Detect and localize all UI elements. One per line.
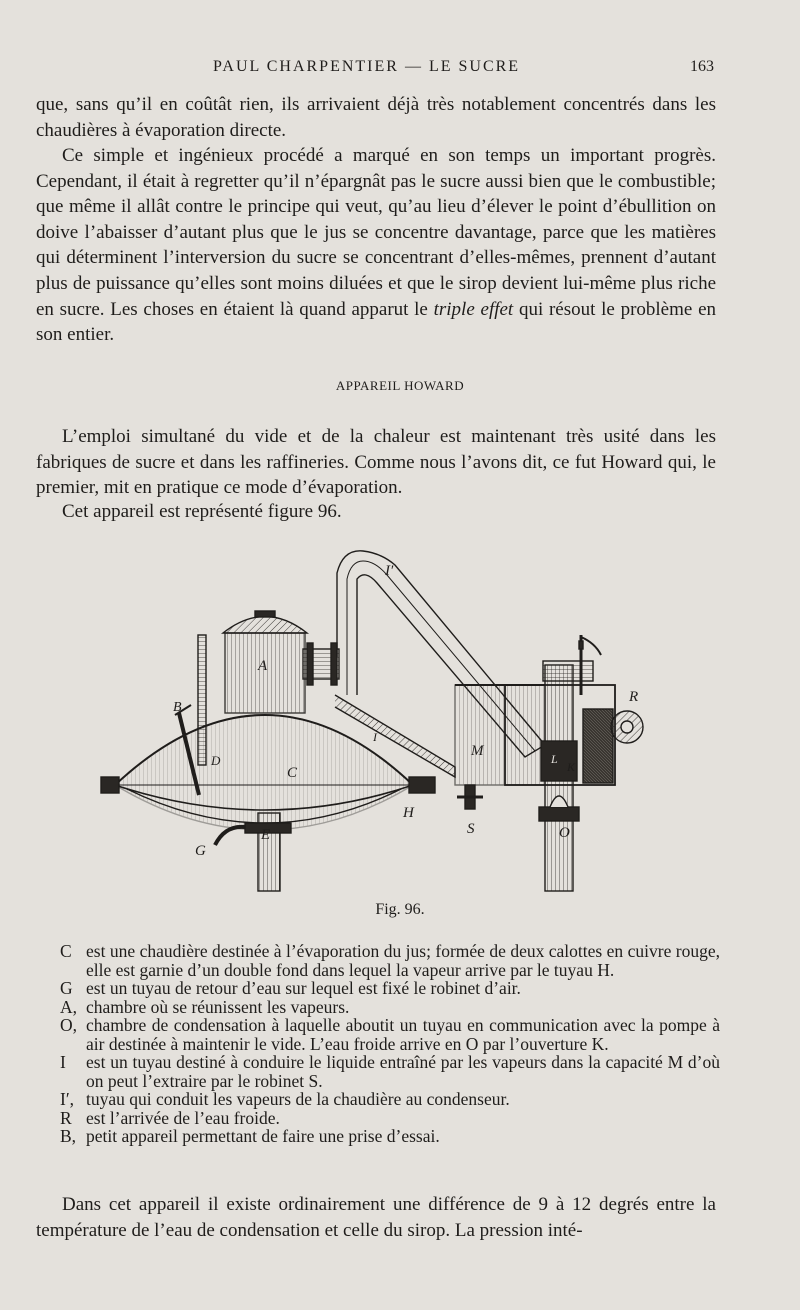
label-k: K (567, 760, 576, 774)
label-a: A (258, 658, 268, 674)
label-h: H (403, 805, 414, 821)
legend-text: chambre où se réunissent les vapeurs. (86, 996, 350, 1017)
label-c: C (287, 765, 298, 781)
legend-item (60, 1127, 720, 1146)
legend-key: C (60, 941, 72, 961)
legend-key: B, (60, 1126, 77, 1146)
running-head (0, 58, 800, 80)
page-number: 163 (690, 58, 714, 75)
label-i-prime: I′ (385, 563, 394, 579)
legend-text: tuyau qui conduit les vapeurs de la chaudière au condenseur. (86, 1089, 510, 1109)
legend-item (60, 1053, 720, 1090)
paragraph-3: L’emploi simultané du vide et de la chaleur est maintenant très usité dans les fabriques de sucre et dans les raffineries. Comme nous l’avons dit, ce fut Howard qui, le premier, mit en pratique ce mode d’évaporation. (36, 426, 716, 499)
legend-item (60, 1016, 720, 1053)
legend-text: chambre de condensation à laquelle aboutit un tuyau en communication avec la pompe à air destinée à maintenir le vide. L’eau froide arrive en O par l’ouverture K. (86, 1015, 720, 1054)
label-l: L (551, 752, 558, 766)
running-title: PAUL CHARPENTIER — LE SUCRE (213, 58, 521, 75)
legend-key: I′, (60, 1089, 75, 1109)
section-heading: APPAREIL HOWARD (335, 378, 465, 393)
label-r: R (629, 689, 639, 705)
legend-key: A, (60, 996, 78, 1017)
legend-key: R (60, 1107, 72, 1128)
label-m: M (471, 743, 484, 759)
label-i: I (373, 730, 377, 744)
legend-text: est un tuyau destiné à conduire le liquide entraîné par les vapeurs dans la capacité M d’où on peut l’extraire par le robinet S. (86, 1052, 720, 1091)
legend-text: est une chaudière destinée à l’évaporation du jus; formée de deux calottes en cuivre rouge, elle est garnie d’un double fond dans lequel la vapeur arrive par le tuyau H. (86, 941, 720, 980)
vessel-m (455, 685, 545, 785)
paragraph-2 (36, 143, 716, 348)
legend-text: est l’arrivée de l’eau froide. (86, 1107, 280, 1128)
paragraph-4: Cet appareil est représenté figure 96. (62, 501, 342, 522)
label-g: G (195, 843, 206, 859)
legend-item (60, 1109, 720, 1128)
label-e: E (261, 827, 271, 843)
closing-paragraph: Dans cet appareil il existe ordinairement une différence de 9 à 12 degrés entre la température de l’eau de condensation et celle du sirop. La pression inté- (36, 1194, 716, 1241)
label-o: O (559, 825, 570, 841)
legend-text: petit appareil permettant de faire une prise d’essai. (86, 1126, 440, 1146)
figure-legend (60, 942, 720, 1146)
legend-item (60, 998, 720, 1017)
paragraph-1: que, sans qu’il en coûtât rien, ils arrivaient déjà très notablement concentrés dans les chaudières à évaporation directe. (36, 94, 716, 141)
legend-item (60, 942, 720, 979)
legend-text: est un tuyau de retour d’eau sur lequel est fixé le robinet d’air. (86, 978, 521, 998)
legend-key: I (60, 1052, 66, 1072)
figure-caption: Fig. 96. (375, 901, 425, 918)
legend-item (60, 1090, 720, 1109)
triple-effet-term: triple effet (433, 298, 514, 320)
legend-key: G (60, 978, 73, 998)
paragraph-2-end: qui résout le problème en son entier. (36, 298, 716, 346)
legend-key: O, (60, 1015, 78, 1035)
label-d: D (211, 753, 221, 768)
legend-item (60, 979, 720, 998)
paragraph-2-text: Ce simple et ingénieux procédé a marqué en son temps un important progrès. Cependant, il était à regretter qu’il n’épargnât pas le sucre aussi bien que le combustible; que même il allât contre le principe qui veut, qu’au lieu d’élever le point d’ébullition on doive l’abaisser d’autant plus que le jus se concentre davantage, parce que les matières qui déterminent l’interversion du sucre se concentrant d’elles-mêmes, prennent d’autant plus de puissance qu’elles sont moins diluées et que le sirop devient lui-même plus riche en sucre. Les choses en étaient là quand apparut le (36, 145, 716, 320)
figure-96-howard-apparatus (95, 545, 655, 895)
label-s: S (467, 821, 475, 837)
label-b: B (173, 700, 182, 715)
